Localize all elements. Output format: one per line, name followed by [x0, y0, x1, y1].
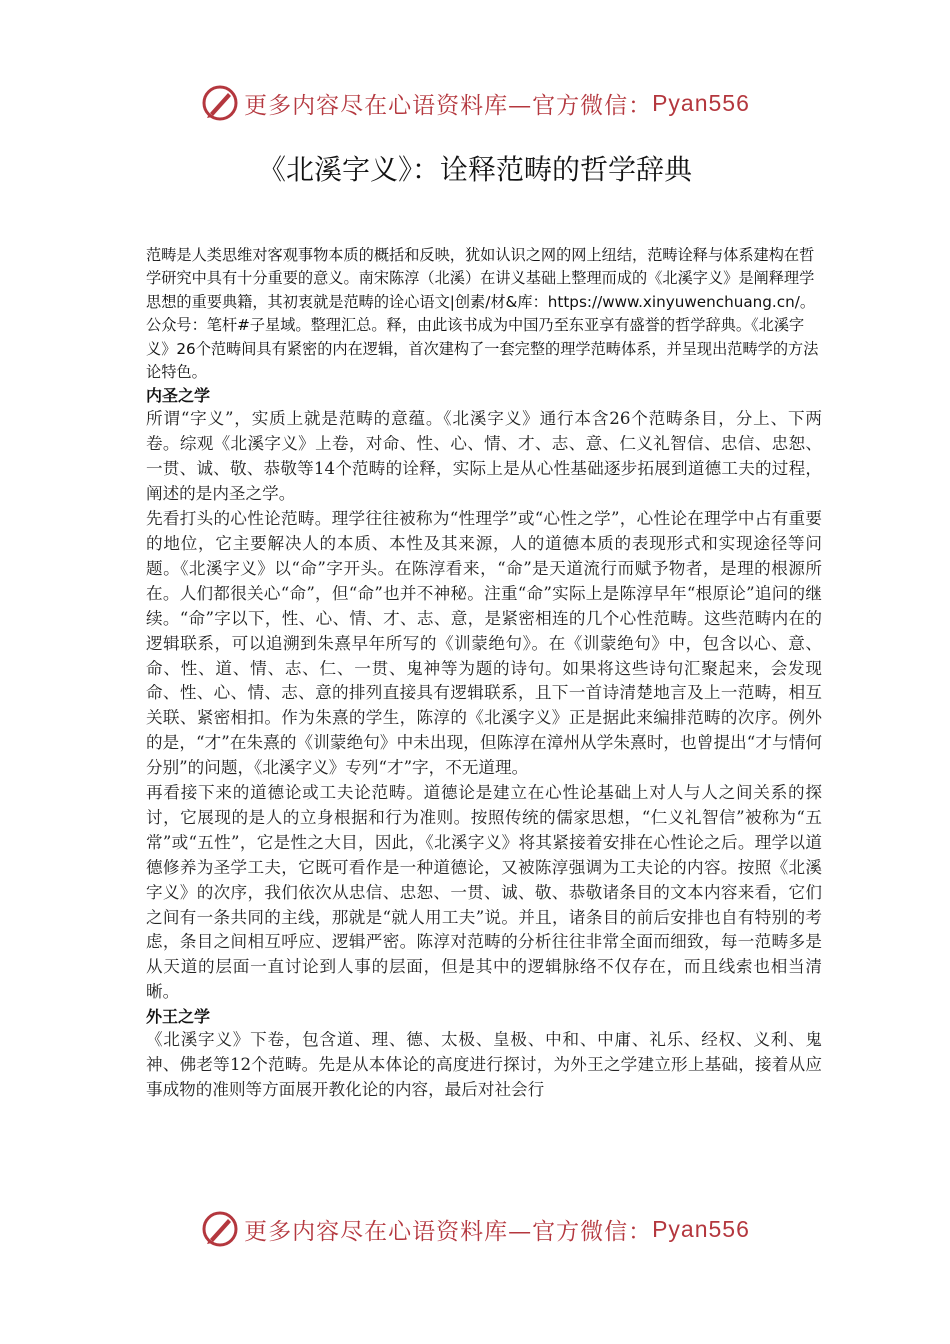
banner-wechat-id: Pyan556 — [652, 89, 750, 116]
intro-paragraph: 范畴是人类思维对客观事物本质的概括和反映，犹如认识之网的网上纽结，范畴诠释与体系建构在哲学研究中具有十分重要的意义。南宋陈淳（北溪）在讲义基础上整理而成的《北溪字义》是阐释理学思想的重要典籍，其初衷就是范畴的诠心语文|创素/材&库：https://www.xinyuwenchuang.cn/。公众号：笔杆#子星域。整理汇总。释，由此该书成为中国乃至东亚享有盛誉的哲学辞典。《北溪字义》26个范畴间具有紧密的内在逻辑，首次建构了一套完整的理学范畴体系，并呈现出范畴学的方法论特色。 — [146, 246, 819, 382]
paragraph: 先看打头的心性论范畴。理学往往被称为“性理学”或“心性之学”，心性论在理学中占有重要的地位，它主要解决人的本质、本性及其来源，人的道德本质的表现形式和实现途径等问题。《北溪字义》以“命”字开头。在陈淳看来，“命”是天道流行而赋予物者，是理的根源所在。人们都很关心“命”，但“命”也并不神秘。注重“命”实际上是陈淳早年“根原论”追问的继续。“命”字以下，性、心、情、才、志、意，是紧密相连的几个心性范畴。这些范畴内在的逻辑联系，可以追溯到朱熹早年所写的《训蒙绝句》。在《训蒙绝句》中，包含以心、意、命、性、道、情、志、仁、一贯、鬼神等为题的诗句。如果将这些诗句汇聚起来，会发现命、性、心、情、志、意的排列直接具有逻辑联系，且下一首诗清楚地言及上一范畴，相互关联、紧密相扣。作为朱熹的学生，陈淳的《北溪字义》正是据此来编排范畴的次序。例外的是，“才”在朱熹的《训蒙绝句》中未出现，但陈淳在漳州从学朱熹时，也曾提出“才与情何分别”的问题，《北溪字义》专列“才”字，不无道理。 — [146, 509, 822, 778]
header-banner — [0, 80, 950, 126]
paragraph: 《北溪字义》下卷，包含道、理、德、太极、皇极、中和、中庸、礼乐、经权、义利、鬼神、佛老等12个范畴。先是从本体论的高度进行探讨，为外王之学建立形上基础，接着从应事成物的准则等方面展开教化论的内容，最后对社会行 — [146, 1030, 822, 1099]
paragraph: 再看接下来的道德论或工夫论范畴。道德论是建立在心性论基础上对人与人之间关系的探讨，它展现的是人的立身根据和行为准则。按照传统的儒家思想，“仁义礼智信”被称为“五常”或“五性”，它是性之大目，因此，《北溪字义》将其紧接着安排在心性论之后。理学以道德修养为圣学工夫，它既可看作是一种道德论，又被陈淳强调为工夫论的内容。按照《北溪字义》的次序，我们依次从忠信、忠恕、一贯、诚、敬、恭敬诸条目的文本内容来看，它们之间有一条共同的主线，那就是“就人用工夫”说。并且，诸条目的前后安排也自有特别的考虑，条目之间相互呼应、逻辑严密。陈淳对范畴的分析往往非常全面而细致，每一范畴多是从天道的层面一直讨论到人事的层面，但是其中的逻辑脉络不仅存在，而且线索也相当清晰。 — [146, 783, 822, 1002]
article-body — [146, 244, 822, 1103]
section-heading-outer-king: 外王之学 — [146, 1007, 211, 1027]
banner-text: 更多内容尽在心语资料库—官方微信： — [244, 92, 653, 119]
pen-logo-icon — [200, 1209, 240, 1249]
banner-text: 更多内容尽在心语资料库—官方微信： — [244, 1218, 653, 1245]
pen-logo-icon — [200, 83, 240, 123]
page-title: 《北溪字义》：诠释范畴的哲学辞典 — [257, 153, 692, 186]
section-heading-inner-sage: 内圣之学 — [146, 386, 211, 406]
banner-wechat-id: Pyan556 — [652, 1215, 750, 1242]
paragraph: 所谓“字义”，实质上就是范畴的意蕴。《北溪字义》通行本含26个范畴条目，分上、下两卷。综观《北溪字义》上卷，对命、性、心、情、才、志、意、仁义礼智信、忠信、忠恕、一贯、诚、敬、恭敬等14个范畴的诠释，实际上是从心性基础逐步拓展到道德工夫的过程，阐述的是内圣之学。 — [146, 409, 822, 504]
footer-banner — [0, 1206, 950, 1252]
